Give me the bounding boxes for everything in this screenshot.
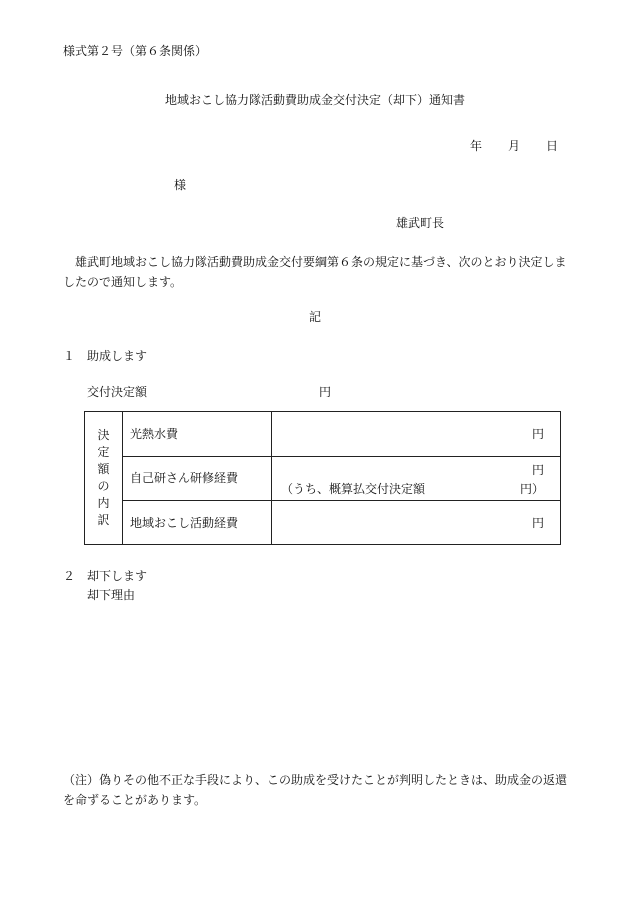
body-text: 雄武町地域おこし協力隊活動費助成金交付要綱第６条の規定に基づき、次のとおり決定しましたので通知します。	[63, 255, 567, 289]
row-training-sub-note: （うち、概算払交付決定額	[281, 482, 426, 496]
vertical-char: 決	[97, 428, 110, 442]
grant-amount-label: 交付決定額	[87, 385, 148, 399]
row-training-label: 自己研さん研修経費	[130, 471, 239, 485]
row-activity-yen: 円	[531, 516, 544, 530]
vertical-char: の	[97, 479, 110, 493]
vertical-char: 内	[97, 496, 110, 510]
ki-heading: 記	[308, 310, 321, 324]
breakdown-vertical-label	[85, 412, 122, 544]
table-divider	[122, 412, 123, 544]
form-number: 様式第２号（第６条関係）	[63, 44, 208, 58]
table-divider	[122, 500, 560, 501]
row-activity-label: 地域おこし活動経費	[130, 516, 239, 530]
recipient-suffix: 様	[174, 178, 187, 192]
table-divider	[271, 412, 272, 544]
row-training-sub-yen: 円）	[519, 482, 544, 496]
issuer: 雄武町長	[396, 216, 445, 230]
breakdown-table	[84, 411, 561, 545]
vertical-char: 額	[97, 462, 110, 476]
date-line	[470, 138, 558, 154]
row-training-yen: 円	[531, 463, 544, 477]
rejection-reason-label: 却下理由	[87, 588, 136, 602]
row-utilities-yen: 円	[531, 427, 544, 441]
date-month: 月	[508, 139, 521, 153]
vertical-char: 定	[97, 445, 110, 459]
section1-heading: １ 助成します	[63, 349, 148, 363]
date-year: 年	[470, 139, 483, 153]
date-day: 日	[546, 139, 559, 153]
footnote: （注）偽りその他不正な手段により、この助成を受けたことが判明したときは、助成金の返還を命ずることがあります。	[63, 773, 568, 807]
grant-amount-yen: 円	[319, 385, 332, 399]
document-title: 地域おこし協力隊活動費助成金交付決定（却下）通知書	[164, 93, 465, 107]
table-divider	[122, 456, 560, 457]
row-utilities-label: 光熱水費	[130, 427, 179, 441]
section2-heading: ２ 却下します	[63, 569, 148, 583]
vertical-char: 訳	[97, 513, 110, 527]
